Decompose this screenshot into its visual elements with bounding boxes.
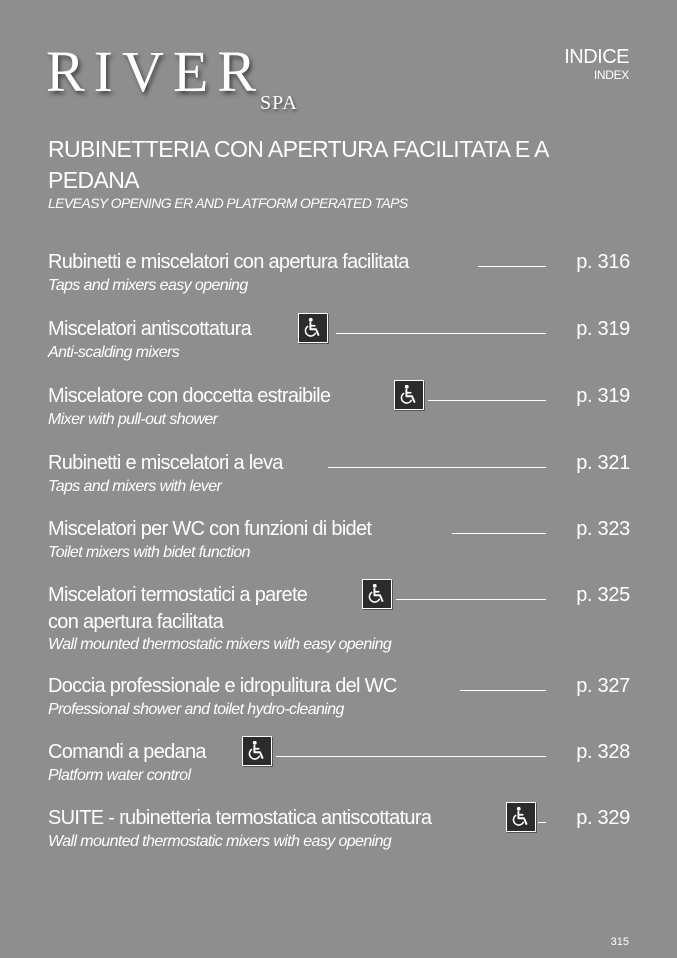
wheelchair-icon xyxy=(506,802,536,832)
toc-entry-subtitle: Taps and mixers with lever xyxy=(48,478,222,495)
wheelchair-icon xyxy=(298,313,328,343)
toc-entry-title: SUITE - rubinetteria termostatica antiscottatura xyxy=(48,807,432,829)
wheelchair-icon xyxy=(242,736,272,766)
wheelchair-icon xyxy=(394,380,424,410)
index-heading-it: INDICE xyxy=(564,46,629,68)
toc-entry-title: Miscelatore con doccetta estraibile xyxy=(48,385,331,407)
wheelchair-icon xyxy=(362,579,392,609)
toc-entry-page: p. 316 xyxy=(576,251,630,273)
toc-entry-subtitle: Platform water control xyxy=(48,767,191,784)
toc-entry-page: p. 321 xyxy=(576,452,630,474)
toc-entry-subtitle: Mixer with pull-out shower xyxy=(48,411,218,428)
toc-entry-subtitle: Toilet mixers with bidet function xyxy=(48,544,250,561)
page-number: 315 xyxy=(610,936,629,948)
toc-entry-subtitle: Taps and mixers easy opening xyxy=(48,277,248,294)
toc-entry-page: p. 325 xyxy=(576,584,630,606)
toc-leader-line xyxy=(336,333,546,334)
toc-entry[interactable] xyxy=(48,249,630,296)
toc-leader-line xyxy=(276,756,546,757)
toc-entry-page: p. 319 xyxy=(576,318,630,340)
toc-leader-line xyxy=(328,467,546,468)
toc-entry-subtitle: Professional shower and toilet hydro-cleaning xyxy=(48,701,344,718)
toc-leader-line xyxy=(452,533,546,534)
toc-entry-title: Miscelatori termostatici a parete xyxy=(48,584,308,606)
toc-entry-page: p. 319 xyxy=(576,385,630,407)
section-subtitle: LEVEASY OPENING ER AND PLATFORM OPERATED TAPS xyxy=(48,195,408,211)
toc-entry[interactable] xyxy=(48,582,630,655)
index-heading xyxy=(564,46,629,82)
toc-entry-title-line2: con apertura facilitata xyxy=(48,611,224,633)
toc-entry-title: Miscelatori antiscottatura xyxy=(48,318,252,340)
toc-entry-title: Rubinetti e miscelatori con apertura facilitata xyxy=(48,251,409,273)
brand-sub: SPA xyxy=(260,92,298,114)
toc-entry-title: Doccia professionale e idropulitura del WC xyxy=(48,675,397,697)
toc-entry-title: Rubinetti e miscelatori a leva xyxy=(48,452,283,474)
toc-entry[interactable] xyxy=(48,516,630,563)
toc-entry-title: Comandi a pedana xyxy=(48,741,206,763)
toc-entry-subtitle: Wall mounted thermostatic mixers with easy opening xyxy=(48,833,392,850)
toc-leader-line xyxy=(538,822,546,823)
toc-entry[interactable] xyxy=(48,739,630,786)
toc-leader-line xyxy=(478,266,546,267)
toc-entry-page: p. 327 xyxy=(576,675,630,697)
toc-entry-page: p. 323 xyxy=(576,518,630,540)
toc-entry-page: p. 328 xyxy=(576,741,630,763)
brand-name: RIVER xyxy=(46,39,265,104)
toc-entry[interactable] xyxy=(48,673,630,720)
toc-leader-line xyxy=(396,599,546,600)
toc-leader-line xyxy=(428,400,546,401)
toc-entry[interactable] xyxy=(48,316,630,363)
toc-entry-title: Miscelatori per WC con funzioni di bidet xyxy=(48,518,372,540)
river-spa-logo xyxy=(46,40,316,120)
toc-entry-subtitle: Wall mounted thermostatic mixers with easy opening xyxy=(48,636,392,653)
index-heading-en: INDEX xyxy=(593,68,629,82)
toc-entry-page: p. 329 xyxy=(576,807,630,829)
section-title: RUBINETTERIA CON APERTURA FACILITATA E A PEDANA xyxy=(48,136,548,193)
toc-entry[interactable] xyxy=(48,450,630,497)
toc-entry-subtitle: Anti-scalding mixers xyxy=(48,344,180,361)
toc-entry[interactable] xyxy=(48,805,630,852)
toc-leader-line xyxy=(460,690,546,691)
toc-entry[interactable] xyxy=(48,383,630,430)
